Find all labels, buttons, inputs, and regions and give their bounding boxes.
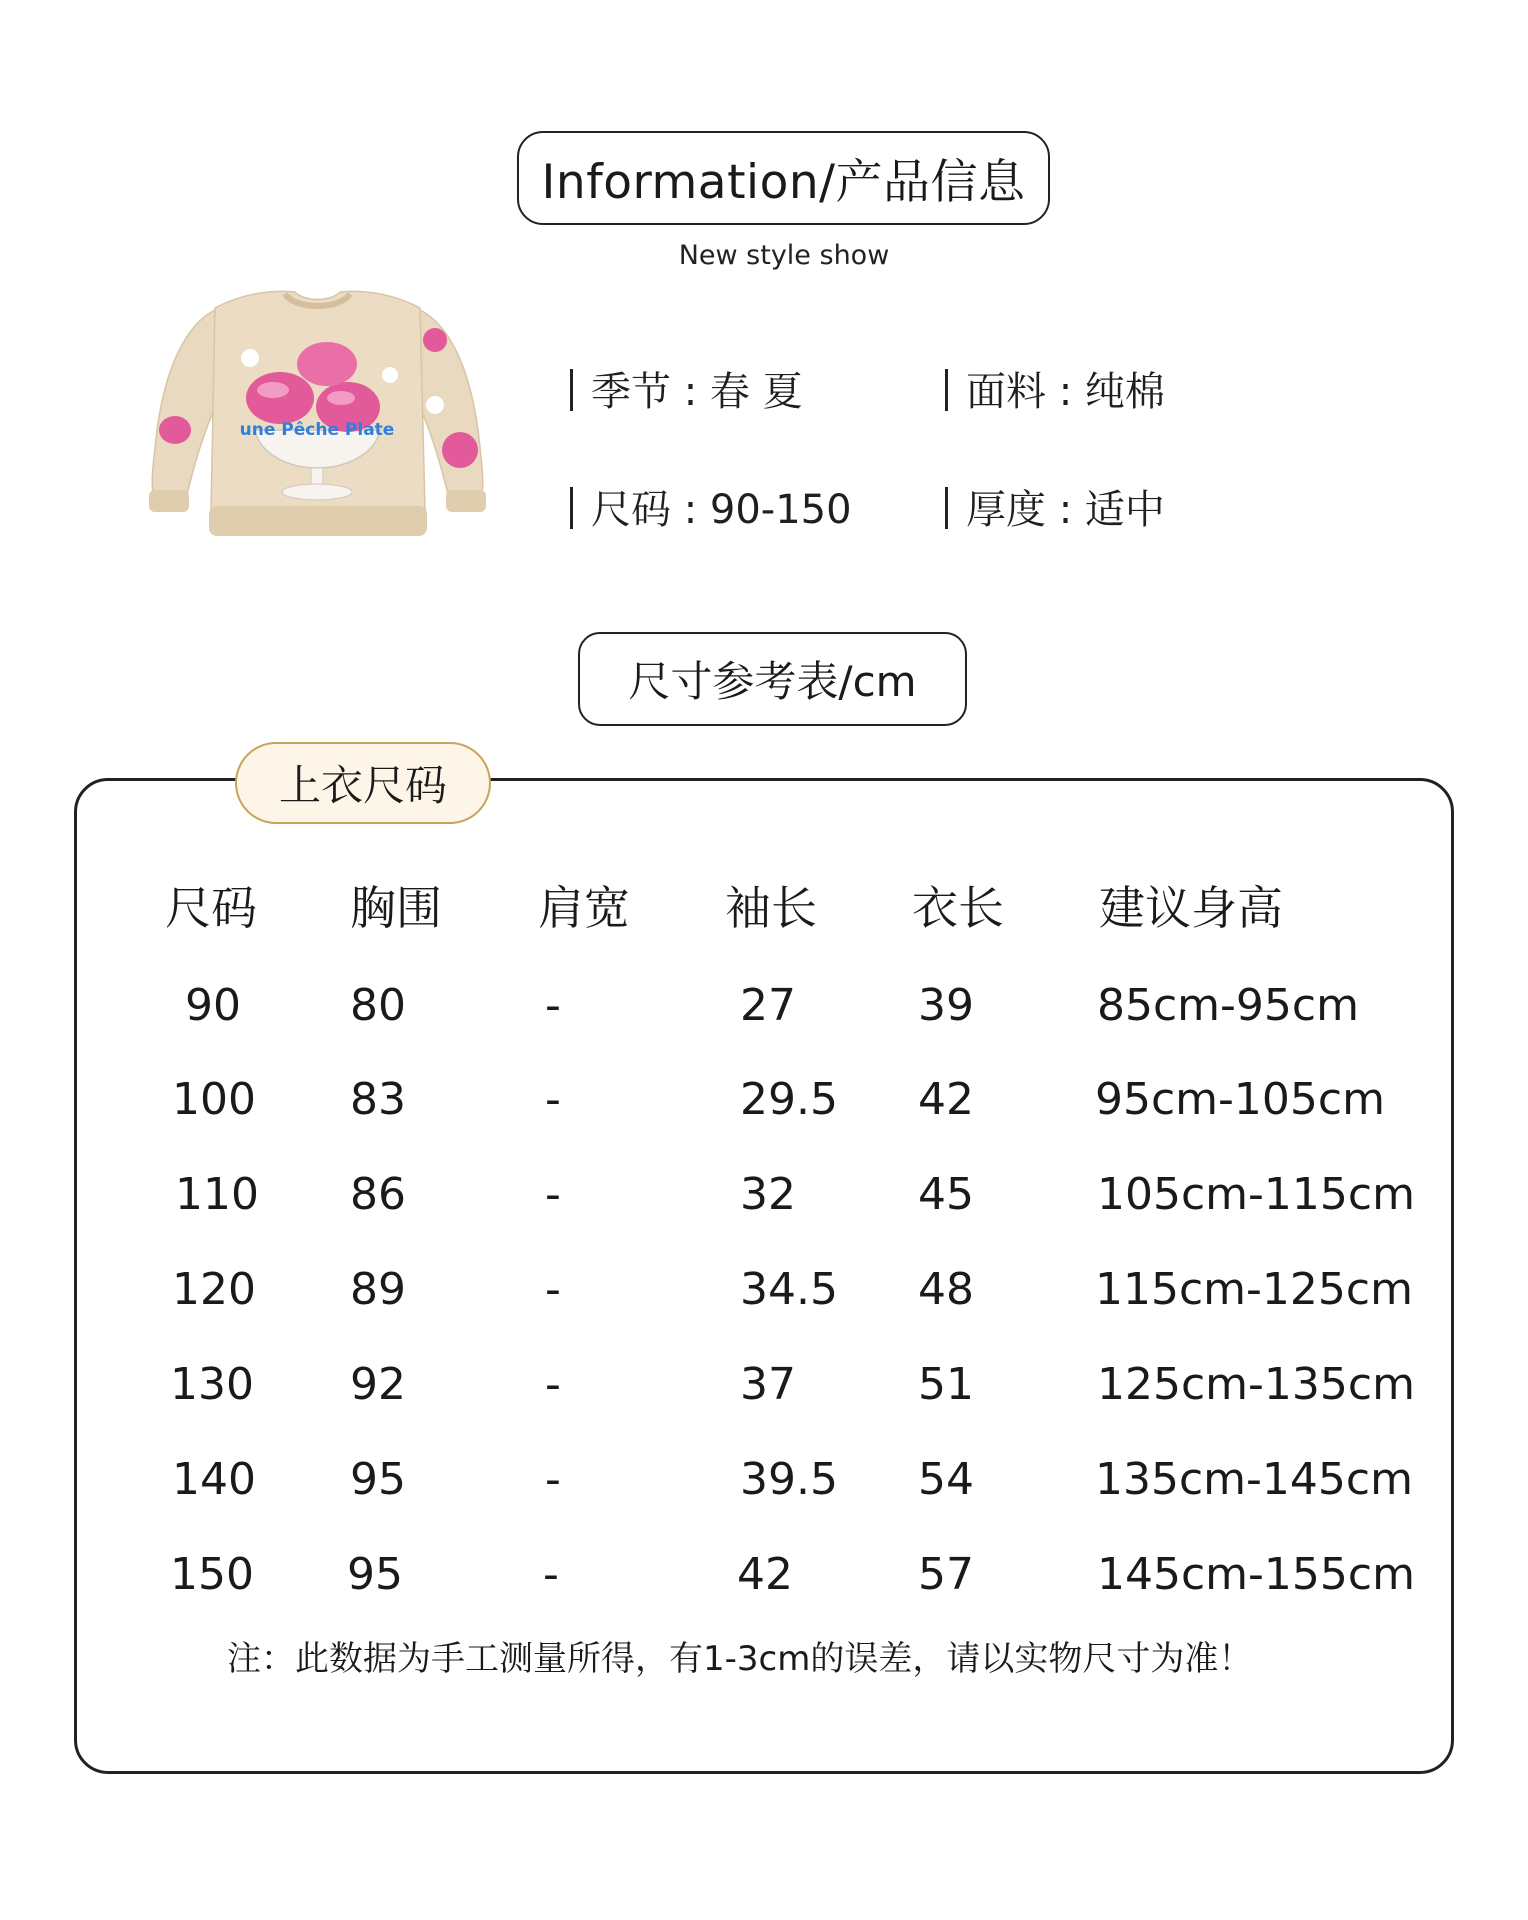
cell-shoulder: - bbox=[545, 1454, 561, 1505]
cell-shoulder: - bbox=[543, 1549, 559, 1600]
info-thickness-text: 厚度 : 适中 bbox=[966, 487, 1165, 533]
cell-length: 45 bbox=[918, 1169, 974, 1220]
cell-shoulder: - bbox=[545, 1169, 561, 1220]
cell-length: 39 bbox=[918, 980, 974, 1031]
cell-chest: 95 bbox=[347, 1549, 403, 1600]
info-fabric bbox=[945, 360, 1165, 417]
cell-size: 110 bbox=[175, 1169, 259, 1220]
cell-height: 135cm-145cm bbox=[1095, 1454, 1413, 1505]
cell-size: 140 bbox=[172, 1454, 256, 1505]
cell-sleeve: 42 bbox=[737, 1549, 793, 1600]
product-image bbox=[145, 280, 490, 555]
cell-chest: 83 bbox=[350, 1074, 406, 1125]
divider-bar bbox=[570, 487, 573, 529]
cell-length: 42 bbox=[918, 1074, 974, 1125]
cell-shoulder: - bbox=[545, 980, 561, 1031]
info-thickness bbox=[945, 478, 1165, 535]
cell-chest: 92 bbox=[350, 1359, 406, 1410]
divider-bar bbox=[945, 487, 948, 529]
cell-size: 130 bbox=[170, 1359, 254, 1410]
divider-bar bbox=[570, 369, 573, 411]
info-title-pill bbox=[517, 131, 1050, 225]
cell-chest: 95 bbox=[350, 1454, 406, 1505]
cell-length: 48 bbox=[918, 1264, 974, 1315]
header-shoulder: 肩宽 bbox=[538, 881, 630, 935]
size-chart-title-pill bbox=[578, 632, 967, 726]
cell-shoulder: - bbox=[545, 1359, 561, 1410]
header-chest: 胸围 bbox=[350, 881, 442, 935]
cell-height: 85cm-95cm bbox=[1097, 980, 1359, 1031]
cell-length: 51 bbox=[918, 1359, 974, 1410]
cell-height: 145cm-155cm bbox=[1097, 1549, 1415, 1600]
size-table-tag-label: 上衣尺码 bbox=[278, 761, 447, 810]
header-length: 衣长 bbox=[912, 881, 1004, 935]
divider-bar bbox=[945, 369, 948, 411]
cell-size: 90 bbox=[185, 980, 241, 1031]
cell-size: 150 bbox=[170, 1549, 254, 1600]
header-height: 建议身高 bbox=[1099, 881, 1283, 935]
cell-sleeve: 39.5 bbox=[740, 1454, 838, 1505]
cell-shoulder: - bbox=[545, 1074, 561, 1125]
cell-length: 54 bbox=[918, 1454, 974, 1505]
info-season bbox=[570, 360, 803, 417]
cell-height: 115cm-125cm bbox=[1095, 1264, 1413, 1315]
cell-sleeve: 37 bbox=[740, 1359, 796, 1410]
cell-sleeve: 29.5 bbox=[740, 1074, 838, 1125]
cell-sleeve: 34.5 bbox=[740, 1264, 838, 1315]
info-title: Information/产品信息 bbox=[541, 154, 1026, 210]
info-season-text: 季节 : 春 夏 bbox=[591, 369, 803, 415]
size-chart-title: 尺寸参考表/cm bbox=[628, 657, 917, 706]
cell-length: 57 bbox=[918, 1549, 974, 1600]
cell-chest: 80 bbox=[350, 980, 406, 1031]
cell-sleeve: 32 bbox=[740, 1169, 796, 1220]
measurement-note: 注：此数据为手工测量所得，有1-3cm的误差，请以实物尺寸为准！ bbox=[227, 1639, 1253, 1679]
header-size: 尺码 bbox=[165, 881, 257, 935]
product-print-text: une Pêche Plate bbox=[239, 420, 395, 440]
cell-size: 100 bbox=[172, 1074, 256, 1125]
size-table-tag bbox=[235, 742, 491, 824]
cell-shoulder: - bbox=[545, 1264, 561, 1315]
cell-height: 95cm-105cm bbox=[1095, 1074, 1385, 1125]
header-sleeve: 袖长 bbox=[725, 881, 817, 935]
cell-size: 120 bbox=[172, 1264, 256, 1315]
cell-height: 105cm-115cm bbox=[1097, 1169, 1415, 1220]
cell-chest: 89 bbox=[350, 1264, 406, 1315]
info-size bbox=[570, 478, 852, 535]
info-size-text: 尺码 : 90-150 bbox=[591, 487, 852, 533]
cell-chest: 86 bbox=[350, 1169, 406, 1220]
info-fabric-text: 面料 : 纯棉 bbox=[966, 369, 1165, 415]
info-subtitle: New style show bbox=[678, 240, 890, 271]
cell-height: 125cm-135cm bbox=[1097, 1359, 1415, 1410]
cell-sleeve: 27 bbox=[740, 980, 796, 1031]
